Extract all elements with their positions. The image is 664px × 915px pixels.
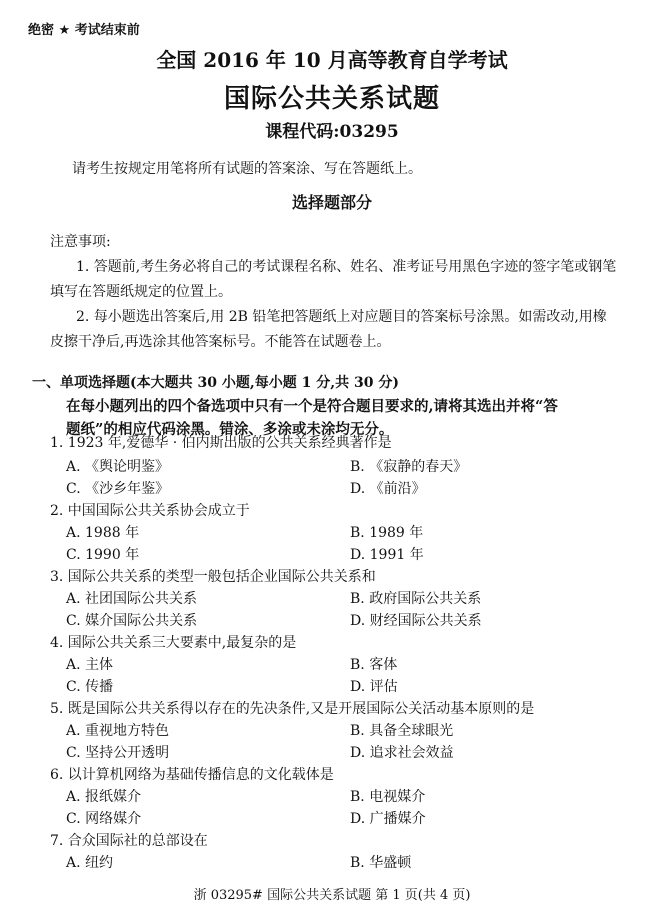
option-a: A. 主体 — [66, 657, 114, 673]
question-stem: 4. 国际公共关系三大要素中,最复杂的是 — [50, 635, 297, 651]
note-2-line-1: 2. 每小题选出答案后,用 2B 铅笔把答题纸上对应题目的答案标号涂黑。如需改动,用橡 — [76, 309, 607, 325]
option-b: B. 《寂静的春天》 — [350, 459, 468, 475]
option-b: B. 客体 — [350, 657, 398, 673]
option-c: C. 传播 — [66, 679, 114, 695]
question-stem: 1. 1923 年,爱德华 · 伯内斯出版的公共关系经典著作是 — [50, 435, 392, 451]
option-b: B. 电视媒介 — [350, 789, 426, 805]
question-stem: 5. 既是国际公共关系得以存在的先决条件,又是开展国际公关活动基本原则的是 — [50, 701, 535, 717]
exam-title: 全国 2016 年 10 月高等教育自学考试 — [156, 48, 508, 72]
question-stem: 6. 以计算机网络为基础传播信息的文化载体是 — [50, 767, 334, 783]
page-footer: 浙 03295# 国际公共关系试题 第 1 页(共 4 页) — [193, 888, 471, 903]
option-b: B. 具备全球眼光 — [350, 723, 454, 739]
option-c: C. 《沙乡年鉴》 — [66, 481, 170, 497]
option-c: C. 网络媒介 — [66, 811, 142, 827]
option-c: C. 1990 年 — [66, 547, 140, 563]
option-a: A. 纽约 — [66, 855, 114, 871]
option-d: D. 《前沿》 — [350, 481, 426, 497]
part1-heading: 一、单项选择题(本大题共 30 小题,每小题 1 分,共 30 分) — [32, 375, 399, 391]
option-c: C. 媒介国际公共关系 — [66, 613, 198, 629]
option-b: B. 1989 年 — [350, 525, 424, 541]
confidentiality-label: 绝密 ★ 考试结束前 — [28, 23, 140, 38]
option-c: C. 坚持公开透明 — [66, 745, 170, 761]
option-d: D. 追求社会效益 — [350, 745, 454, 761]
note-2-line-2: 皮擦干净后,再选涂其他答案标号。不能答在试题卷上。 — [50, 334, 391, 350]
section-title: 选择题部分 — [291, 193, 372, 212]
question-stem: 2. 中国国际公共关系协会成立于 — [50, 503, 250, 519]
question-stem: 3. 国际公共关系的类型一般包括企业国际公共关系和 — [50, 569, 376, 585]
option-d: D. 评估 — [350, 679, 398, 695]
general-instruction: 请考生按规定用笔将所有试题的答案涂、写在答题纸上。 — [72, 161, 422, 177]
notes-heading: 注意事项: — [50, 234, 111, 250]
option-d: D. 财经国际公共关系 — [350, 613, 482, 629]
course-code: 课程代码:03295 — [265, 122, 399, 142]
option-a: A. 《舆论明鉴》 — [66, 459, 170, 475]
question-stem: 7. 合众国际社的总部设在 — [50, 833, 208, 849]
option-b: B. 华盛顿 — [350, 855, 412, 871]
part1-desc-line-2: 题纸”的相应代码涂黑。错涂、多涂或未涂均无分。 — [66, 421, 394, 438]
option-a: A. 社团国际公共关系 — [66, 591, 198, 607]
option-a: A. 1988 年 — [66, 525, 140, 541]
option-d: D. 广播媒介 — [350, 811, 426, 827]
option-b: B. 政府国际公共关系 — [350, 591, 482, 607]
note-1-line-1: 1. 答题前,考生务必将自己的考试课程名称、姓名、准考证号用黑色字迹的签字笔或钢笔 — [76, 259, 617, 275]
option-a: A. 重视地方特色 — [66, 723, 170, 739]
option-d: D. 1991 年 — [350, 547, 424, 563]
part1-desc-line-1: 在每小题列出的四个备选项中只有一个是符合题目要求的,请将其选出并将“答 — [66, 398, 558, 415]
option-a: A. 报纸媒介 — [66, 789, 142, 805]
note-1-line-2: 填写在答题纸规定的位置上。 — [50, 284, 232, 300]
paper-title: 国际公共关系试题 — [223, 84, 440, 114]
